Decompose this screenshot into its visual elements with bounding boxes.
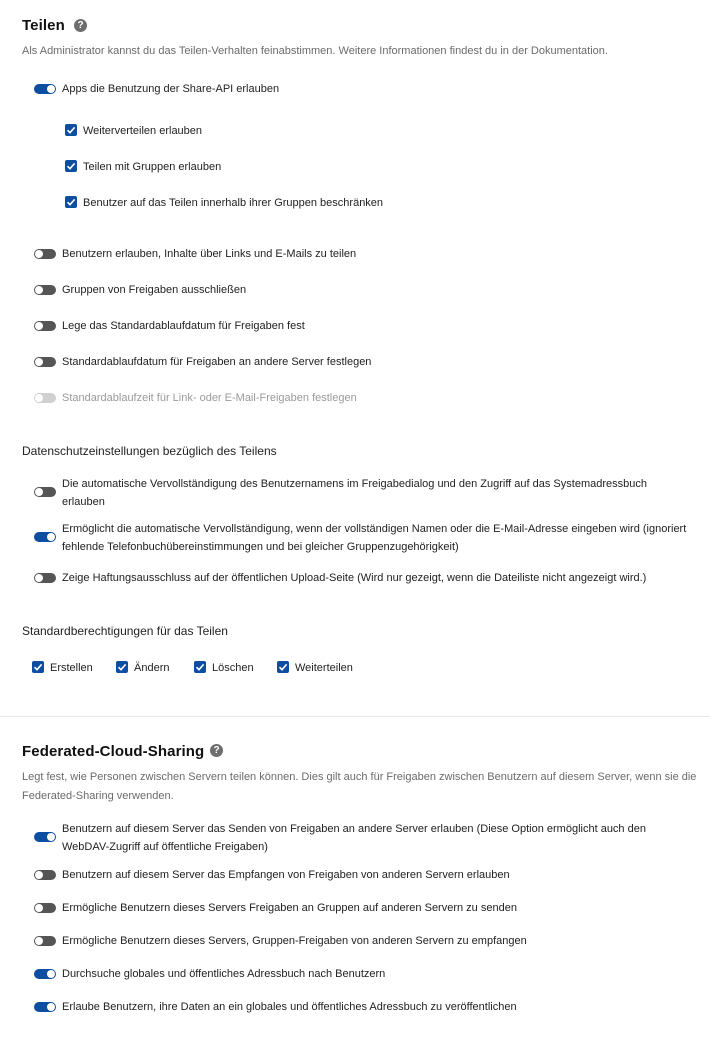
- outgoing-federation-label: Benutzern auf diesem Server das Senden von Freigaben an andere Server erlauben (Diese Option ermöglicht auch den WebDAV-Zugriff auf öffentliche Freigaben): [62, 823, 646, 853]
- share-api-toggle[interactable]: [34, 84, 56, 94]
- default-expiry-label: Lege das Standardablaufdatum für Freigaben fest: [62, 320, 305, 332]
- outgoing-federation-toggle[interactable]: [34, 832, 56, 842]
- permission-share-label: Weiterteilen: [295, 662, 353, 674]
- restrict-groups-checkbox[interactable]: [65, 196, 77, 208]
- link-expiry-label: Standardablaufzeit für Link- oder E-Mail-Freigaben festlegen: [62, 392, 357, 404]
- resharing-checkbox[interactable]: [65, 124, 77, 136]
- permission-create-label: Erstellen: [50, 662, 93, 674]
- exclude-groups-toggle[interactable]: [34, 285, 56, 295]
- lookup-server-search-toggle[interactable]: [34, 969, 56, 979]
- disclaimer-toggle[interactable]: [34, 573, 56, 583]
- lookup-server-search-label: Durchsuche globales und öffentliches Adressbuch nach Benutzern: [62, 968, 386, 980]
- lookup-server-upload-toggle[interactable]: [34, 1002, 56, 1012]
- section-divider: [0, 716, 710, 717]
- federated-description: Legt fest, wie Personen zwischen Servern teilen können. Dies gilt auch für Freigaben zwischen Benutzern auf diesem Server, wenn sie die Federated-Sharing verwenden.: [22, 771, 697, 802]
- lookup-server-upload-label: Erlaube Benutzern, ihre Daten an ein globales und öffentliches Adressbuch zu veröffentlichen: [62, 1001, 517, 1013]
- permissions-title: Standardberechtigungen für das Teilen: [22, 624, 228, 638]
- resharing-label: Weiterverteilen erlauben: [83, 125, 203, 137]
- permission-create-checkbox[interactable]: [32, 661, 44, 673]
- link-sharing-label: Benutzern erlauben, Inhalte über Links und E-Mails zu teilen: [62, 248, 357, 260]
- help-icon[interactable]: ?: [210, 744, 223, 757]
- restrict-groups-label: Benutzer auf das Teilen innerhalb ihrer Gruppen beschränken: [83, 197, 384, 209]
- permission-delete-label: Löschen: [212, 662, 254, 674]
- outgoing-group-federation-toggle[interactable]: [34, 903, 56, 913]
- federated-title: Federated-Cloud-Sharing: [22, 743, 205, 760]
- help-icon[interactable]: ?: [74, 19, 87, 32]
- group-sharing-label: Teilen mit Gruppen erlauben: [83, 161, 222, 173]
- link-expiry-toggle[interactable]: [34, 393, 56, 403]
- group-sharing-checkbox[interactable]: [65, 160, 77, 172]
- permission-share-checkbox[interactable]: [277, 661, 289, 673]
- incoming-group-federation-toggle[interactable]: [34, 936, 56, 946]
- disclaimer-label: Zeige Haftungsausschluss auf der öffentlichen Upload-Seite (Wird nur gezeigt, wenn die Dateiliste nicht angezeigt wird.): [62, 572, 647, 584]
- incoming-federation-toggle[interactable]: [34, 870, 56, 880]
- outgoing-group-federation-label: Ermögliche Benutzern dieses Servers Freigaben an Gruppen auf anderen Servern zu senden: [62, 902, 517, 914]
- link-sharing-toggle[interactable]: [34, 249, 56, 259]
- remote-expiry-label: Standardablaufdatum für Freigaben an andere Server festlegen: [62, 356, 372, 368]
- sharing-title: Teilen: [22, 17, 65, 34]
- share-api-label: Apps die Benutzung der Share-API erlauben: [62, 83, 280, 95]
- incoming-federation-label: Benutzern auf diesem Server das Empfangen von Freigaben von anderen Servern erlauben: [62, 869, 510, 881]
- fullmatch-autocomplete-toggle[interactable]: [34, 532, 56, 542]
- remote-expiry-toggle[interactable]: [34, 357, 56, 367]
- autocomplete-label: Die automatische Vervollständigung des Benutzernamens im Freigabedialog und den Zugriff auf das Systemadressbuch erlauben: [62, 478, 647, 508]
- fullmatch-autocomplete-label: Ermöglicht die automatische Vervollständigung, wenn der vollständigen Namen oder die E-Mail-Adresse eingeben wird (ignoriert fehlende Telefonbuchübereinstimmungen und bei gleicher Gruppenzugehörigkeit): [62, 523, 687, 553]
- permission-delete-checkbox[interactable]: [194, 661, 206, 673]
- permission-update-checkbox[interactable]: [116, 661, 128, 673]
- exclude-groups-label: Gruppen von Freigaben ausschließen: [62, 284, 247, 296]
- privacy-title: Datenschutzeinstellungen bezüglich des Teilens: [22, 444, 277, 458]
- incoming-group-federation-label: Ermögliche Benutzern dieses Servers, Gruppen-Freigaben von anderen Servern zu empfangen: [62, 935, 527, 947]
- sharing-description: Als Administrator kannst du das Teilen-Verhalten feinabstimmen. Weitere Informationen findest du in der Dokumentation.: [22, 45, 608, 57]
- autocomplete-toggle[interactable]: [34, 487, 56, 497]
- permission-update-label: Ändern: [134, 662, 170, 674]
- default-expiry-toggle[interactable]: [34, 321, 56, 331]
